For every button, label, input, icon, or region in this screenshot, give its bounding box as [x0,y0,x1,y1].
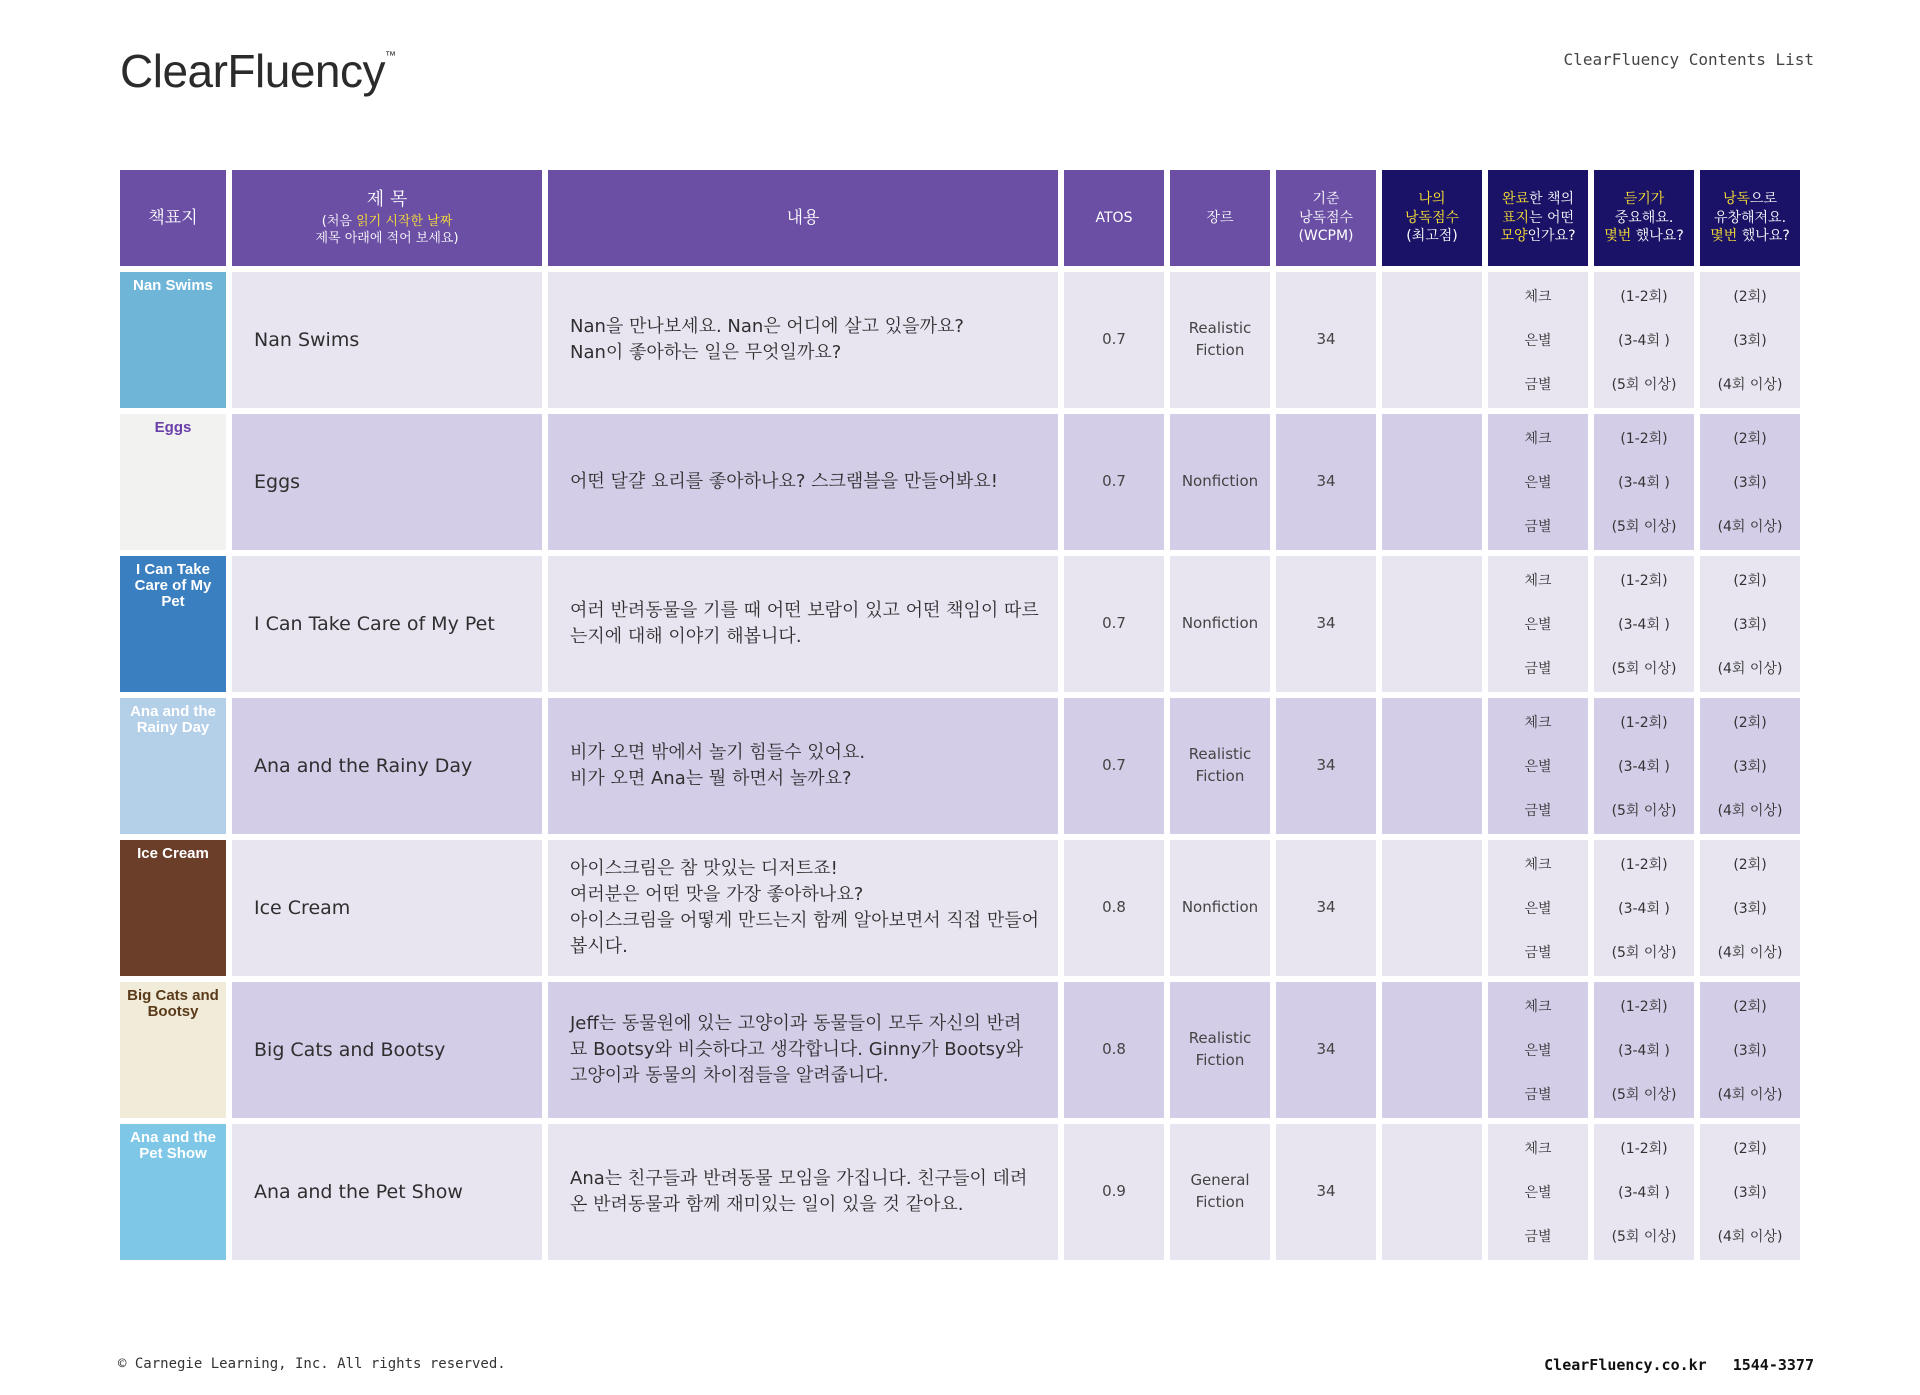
listen-count-option[interactable]: (3-4회 ) [1618,475,1670,491]
badge-options [1488,840,1588,976]
badge-options [1488,414,1588,550]
book-description [548,840,1058,976]
header-content: 내용 [548,170,1058,266]
read-aloud-count-option[interactable]: (3회) [1733,1043,1767,1059]
badge-option[interactable]: 은별 [1524,901,1552,917]
read-aloud-count-options [1700,414,1800,550]
badge-option[interactable]: 금별 [1524,661,1552,677]
book-title: Big Cats and Bootsy [232,982,542,1118]
genre [1170,698,1270,834]
book-cover-image [120,414,226,550]
listen-count-option[interactable]: (1-2회) [1620,289,1668,305]
header-base-score: 기준 낭독점수 (WCPM) [1276,170,1376,266]
contact-info [1544,1356,1814,1374]
badge-option[interactable]: 체크 [1524,431,1552,447]
badge-option[interactable]: 금별 [1524,945,1552,961]
header-listen: 듣기가 중요해요. 몇번 했나요? [1594,170,1694,266]
badge-option[interactable]: 체크 [1524,289,1552,305]
badge-option[interactable]: 금별 [1524,803,1552,819]
book-description [548,556,1058,692]
book-cover-image [120,1124,226,1260]
read-aloud-count-option[interactable]: (4회 이상) [1717,519,1783,535]
listen-count-option[interactable]: (3-4회 ) [1618,759,1670,775]
read-aloud-count-option[interactable]: (3회) [1733,333,1767,349]
genre-line: Fiction [1195,341,1245,359]
genre [1170,982,1270,1118]
read-aloud-count-option[interactable]: (2회) [1733,857,1767,873]
badge-options [1488,982,1588,1118]
book-description [548,414,1058,550]
atos-level: 0.7 [1064,698,1164,834]
genre [1170,414,1270,550]
book-cover-title: Ice Cream [137,845,209,862]
read-aloud-count-option[interactable]: (4회 이상) [1717,803,1783,819]
book-cover-title: Ana and the Pet Show [130,1129,216,1162]
book-cover-image [120,272,226,408]
description-line: 여러분은 어떤 맛을 가장 좋아하나요? [570,883,864,905]
book-title: Ana and the Rainy Day [232,698,542,834]
genre [1170,840,1270,976]
read-aloud-count-options [1700,1124,1800,1260]
atos-level: 0.9 [1064,1124,1164,1260]
book-cover-title: Nan Swims [132,277,214,294]
book-cover-title: I Can Take Care of My Pet [134,561,212,610]
phone-number: 1544-3377 [1732,1356,1814,1374]
read-aloud-count-options [1700,840,1800,976]
book-title: Eggs [232,414,542,550]
header-read-aloud: 낭독으로 유창해져요. 몇번 했나요? [1700,170,1800,266]
genre-line: Nonfiction [1181,898,1259,917]
badge-option[interactable]: 은별 [1524,1185,1552,1201]
badge-option[interactable]: 은별 [1524,475,1552,491]
listen-count-option[interactable]: (5회 이상) [1611,1229,1677,1245]
badge-options [1488,698,1588,834]
badge-option[interactable]: 체크 [1524,715,1552,731]
genre-line: Fiction [1195,767,1245,785]
book-description [548,698,1058,834]
badge-options [1488,1124,1588,1260]
listen-count-options [1594,982,1694,1118]
genre-line: General [1190,1171,1250,1190]
book-cover-image [120,698,226,834]
description-line: 어떤 달걀 요리를 좋아하나요? 스크램블을 만들어봐요! [570,470,998,492]
listen-count-option[interactable]: (5회 이상) [1611,945,1677,961]
listen-count-option[interactable]: (3-4회 ) [1618,1043,1670,1059]
book-cover-image [120,840,226,976]
read-aloud-count-option[interactable]: (4회 이상) [1717,377,1783,393]
badge-option[interactable]: 금별 [1524,1229,1552,1245]
listen-count-option[interactable]: (3-4회 ) [1618,617,1670,633]
description-line: 비가 오면 Ana는 뭘 하면서 놀까요? [570,768,852,789]
description-line: Nan이 좋아하는 일은 무엇일까요? [570,342,842,363]
listen-count-option[interactable]: (3-4회 ) [1618,901,1670,917]
header-title: 제 목 (처음 읽기 시작한 날짜 제목 아래에 적어 보세요) [232,170,542,266]
atos-level: 0.7 [1064,272,1164,408]
description-line: 온 반려동물과 함께 재미있는 일이 있을 것 같아요. [570,1194,964,1215]
badge-option[interactable]: 체크 [1524,1141,1552,1157]
description-line: 아이스크림은 참 맛있는 디저트죠! [570,857,838,879]
genre [1170,1124,1270,1260]
badge-option[interactable]: 체크 [1524,573,1552,589]
genre-line: Realistic [1188,745,1252,764]
description-line: 고양이과 동물의 차이점들을 알려줍니다. [570,1065,889,1087]
description-line: Jeff는 동물원에 있는 고양이과 동물들이 모두 자신의 반려 [570,1012,1022,1034]
book-cover-title: Big Cats and Bootsy [127,987,219,1020]
listen-count-option[interactable]: (1-2회) [1620,573,1668,589]
description-line: 비가 오면 밖에서 놀기 힘들수 있어요. [570,741,866,763]
atos-level: 0.8 [1064,982,1164,1118]
description-line: 는지에 대해 이야기 해봅니다. [570,626,802,647]
read-aloud-count-option[interactable]: (4회 이상) [1717,945,1783,961]
header-badge: 완료한 책의 표지는 어떤 모양인가요? [1488,170,1588,266]
atos-level: 0.8 [1064,840,1164,976]
genre-line: Realistic [1188,319,1252,338]
base-wcpm-score: 34 [1276,556,1376,692]
header-cover: 책표지 [120,170,226,266]
listen-count-options [1594,556,1694,692]
read-aloud-count-option[interactable]: (2회) [1733,1141,1767,1157]
header-genre: 장르 [1170,170,1270,266]
header-my-score: 나의 낭독점수 (최고점) [1382,170,1482,266]
base-wcpm-score: 34 [1276,272,1376,408]
my-score-field[interactable] [1382,698,1482,834]
base-wcpm-score: 34 [1276,1124,1376,1260]
book-title: Ana and the Pet Show [232,1124,542,1260]
book-cover-image [120,982,226,1118]
read-aloud-count-options [1700,556,1800,692]
read-aloud-count-options [1700,272,1800,408]
read-aloud-count-option[interactable]: (2회) [1733,289,1767,305]
listen-count-options [1594,414,1694,550]
badge-option[interactable]: 은별 [1524,617,1552,633]
listen-count-options [1594,272,1694,408]
read-aloud-count-option[interactable]: (3회) [1733,901,1767,917]
read-aloud-count-option[interactable]: (2회) [1733,999,1767,1015]
book-cover-title: Eggs [154,419,192,436]
genre [1170,272,1270,408]
listen-count-option[interactable]: (5회 이상) [1611,519,1677,535]
copyright-text: © Carnegie Learning, Inc. All rights reserved. [118,1356,506,1372]
read-aloud-count-option[interactable]: (3회) [1733,475,1767,491]
badge-option[interactable]: 금별 [1524,377,1552,393]
listen-count-option[interactable]: (1-2회) [1620,857,1668,873]
badge-option[interactable]: 금별 [1524,1087,1552,1103]
listen-count-option[interactable]: (1-2회) [1620,1141,1668,1157]
my-score-field[interactable] [1382,982,1482,1118]
listen-count-option[interactable]: (5회 이상) [1611,661,1677,677]
base-wcpm-score: 34 [1276,698,1376,834]
listen-count-options [1594,698,1694,834]
genre-line: Nonfiction [1181,472,1259,491]
brand-logo: ClearFluency™ [120,45,396,97]
read-aloud-count-options [1700,982,1800,1118]
book-description [548,982,1058,1118]
badge-options [1488,556,1588,692]
document-title: ClearFluency Contents List [1563,50,1814,69]
listen-count-option[interactable]: (5회 이상) [1611,803,1677,819]
book-description [548,1124,1058,1260]
read-aloud-count-option[interactable]: (2회) [1733,573,1767,589]
my-score-field[interactable] [1382,414,1482,550]
badge-options [1488,272,1588,408]
atos-level: 0.7 [1064,414,1164,550]
website-link[interactable]: ClearFluency.co.kr [1544,1356,1707,1374]
description-line: 아이스크림을 어떻게 만드는지 함께 알아보면서 직접 만들어 [570,910,1040,931]
genre-line: Fiction [1195,1193,1245,1211]
my-score-field[interactable] [1382,1124,1482,1260]
book-cover-image [120,556,226,692]
genre [1170,556,1270,692]
read-aloud-count-option[interactable]: (3회) [1733,759,1767,775]
badge-option[interactable]: 체크 [1524,999,1552,1015]
listen-count-option[interactable]: (3-4회 ) [1618,333,1670,349]
description-line: 묘 Bootsy와 비슷하다고 생각합니다. Ginny가 Bootsy와 [570,1038,1024,1060]
genre-line: Nonfiction [1181,614,1259,633]
my-score-field[interactable] [1382,840,1482,976]
listen-count-options [1594,1124,1694,1260]
header-atos: ATOS [1064,170,1164,266]
read-aloud-count-option[interactable]: (2회) [1733,431,1767,447]
description-line: 여러 반려동물을 기를 때 어떤 보람이 있고 어떤 책임이 따르 [570,599,1039,621]
listen-count-option[interactable]: (3-4회 ) [1618,1185,1670,1201]
read-aloud-count-option[interactable]: (4회 이상) [1717,1229,1783,1245]
badge-option[interactable]: 금별 [1524,519,1552,535]
listen-count-option[interactable]: (5회 이상) [1611,377,1677,393]
read-aloud-count-option[interactable]: (3회) [1733,1185,1767,1201]
base-wcpm-score: 34 [1276,840,1376,976]
description-line: 봅시다. [570,936,628,958]
base-wcpm-score: 34 [1276,414,1376,550]
read-aloud-count-option[interactable]: (4회 이상) [1717,1087,1783,1103]
badge-option[interactable]: 체크 [1524,857,1552,873]
book-title: Ice Cream [232,840,542,976]
genre-line: Fiction [1195,1051,1245,1069]
read-aloud-count-options [1700,698,1800,834]
listen-count-option[interactable]: (5회 이상) [1611,1087,1677,1103]
listen-count-options [1594,840,1694,976]
badge-option[interactable]: 은별 [1524,759,1552,775]
my-score-field[interactable] [1382,272,1482,408]
description-line: Ana는 친구들과 반려동물 모임을 가집니다. 친구들이 데려 [570,1167,1028,1189]
contents-table [120,170,1800,1260]
listen-count-option[interactable]: (1-2회) [1620,431,1668,447]
read-aloud-count-option[interactable]: (2회) [1733,715,1767,731]
badge-option[interactable]: 은별 [1524,1043,1552,1059]
read-aloud-count-option[interactable]: (3회) [1733,617,1767,633]
book-title: I Can Take Care of My Pet [232,556,542,692]
listen-count-option[interactable]: (1-2회) [1620,715,1668,731]
badge-option[interactable]: 은별 [1524,333,1552,349]
atos-level: 0.7 [1064,556,1164,692]
read-aloud-count-option[interactable]: (4회 이상) [1717,661,1783,677]
my-score-field[interactable] [1382,556,1482,692]
genre-line: Realistic [1188,1029,1252,1048]
book-title: Nan Swims [232,272,542,408]
base-wcpm-score: 34 [1276,982,1376,1118]
listen-count-option[interactable]: (1-2회) [1620,999,1668,1015]
book-cover-title: Ana and the Rainy Day [130,703,216,736]
description-line: Nan을 만나보세요. Nan은 어디에 살고 있을까요? [570,315,964,337]
book-description [548,272,1058,408]
